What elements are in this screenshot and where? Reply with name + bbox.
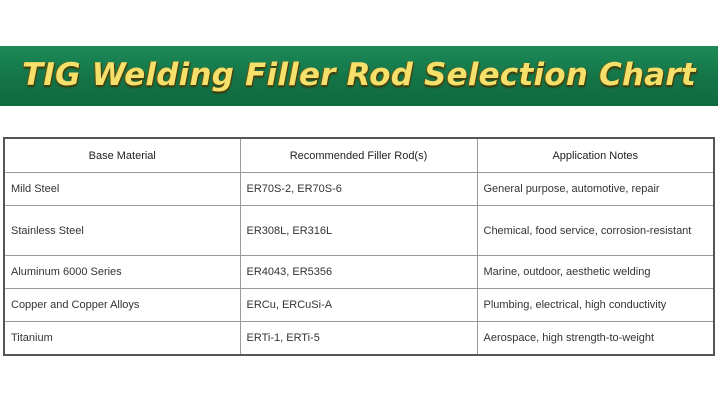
cell-filler: ERTi-1, ERTi-5	[240, 322, 477, 356]
cell-material: Mild Steel	[4, 173, 240, 206]
table-header-row	[4, 138, 714, 173]
table-row	[4, 256, 714, 289]
header-application-notes: Application Notes	[477, 138, 714, 173]
cell-material: Copper and Copper Alloys	[4, 289, 240, 322]
cell-filler: ER70S-2, ER70S-6	[240, 173, 477, 206]
table-row	[4, 173, 714, 206]
title-banner	[0, 46, 718, 106]
cell-notes: Plumbing, electrical, high conductivity	[477, 289, 714, 322]
filler-rod-table-container	[3, 137, 713, 356]
cell-material: Aluminum 6000 Series	[4, 256, 240, 289]
page-title: TIG Welding Filler Rod Selection Chart	[22, 57, 696, 93]
cell-notes: Chemical, food service, corrosion-resistant	[477, 206, 714, 256]
cell-material: Stainless Steel	[4, 206, 240, 256]
cell-filler: ER4043, ER5356	[240, 256, 477, 289]
cell-material: Titanium	[4, 322, 240, 356]
cell-filler: ER308L, ER316L	[240, 206, 477, 256]
cell-notes: General purpose, automotive, repair	[477, 173, 714, 206]
cell-notes: Marine, outdoor, aesthetic welding	[477, 256, 714, 289]
table-row	[4, 322, 714, 356]
header-recommended-filler: Recommended Filler Rod(s)	[240, 138, 477, 173]
header-base-material: Base Material	[4, 138, 240, 173]
table-row	[4, 289, 714, 322]
cell-notes: Aerospace, high strength-to-weight	[477, 322, 714, 356]
table-row	[4, 206, 714, 256]
cell-filler: ERCu, ERCuSi-A	[240, 289, 477, 322]
filler-rod-table	[3, 137, 715, 356]
